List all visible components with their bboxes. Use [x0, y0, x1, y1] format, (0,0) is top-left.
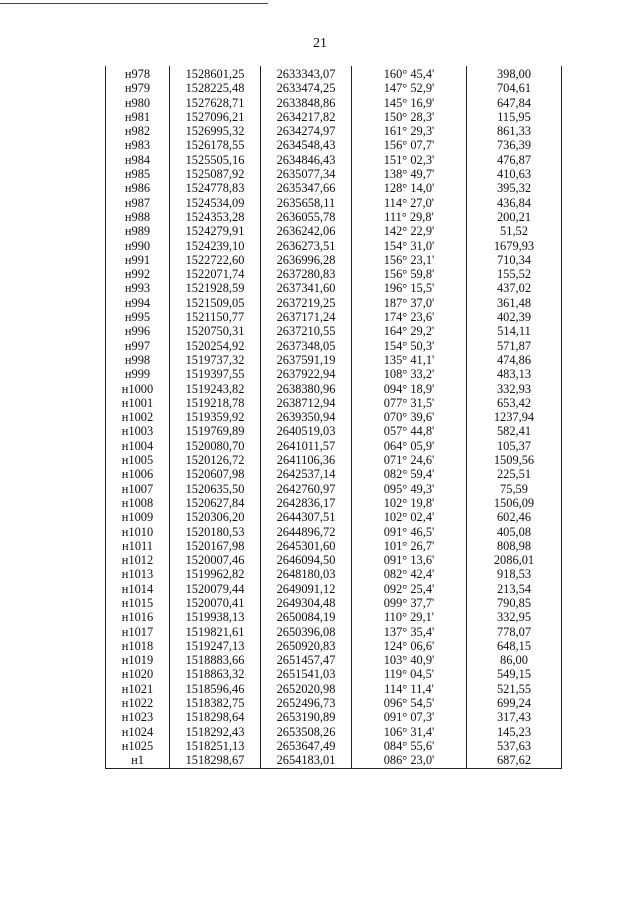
- direction-angle-cell: 114° 27,0': [352, 196, 467, 210]
- y-coordinate-cell: 2634217,82: [261, 110, 352, 124]
- table-row: [106, 281, 562, 295]
- y-coordinate-cell: 2636273,51: [261, 239, 352, 253]
- y-coordinate-cell: 2633474,25: [261, 81, 352, 95]
- table-row: [106, 753, 562, 768]
- point-name-cell: н985: [106, 167, 170, 181]
- table-row: [106, 124, 562, 138]
- point-name-cell: н1018: [106, 639, 170, 653]
- y-coordinate-cell: 2650084,19: [261, 610, 352, 624]
- point-name-cell: н1013: [106, 567, 170, 581]
- x-coordinate-cell: 1520167,98: [170, 539, 261, 553]
- y-coordinate-cell: 2637210,55: [261, 324, 352, 338]
- direction-angle-cell: 094° 18,9': [352, 382, 467, 396]
- x-coordinate-cell: 1521509,05: [170, 296, 261, 310]
- y-coordinate-cell: 2648180,03: [261, 567, 352, 581]
- x-coordinate-cell: 1526995,32: [170, 124, 261, 138]
- coordinates-table: [105, 66, 562, 769]
- x-coordinate-cell: 1518298,64: [170, 710, 261, 724]
- x-coordinate-cell: 1520080,70: [170, 439, 261, 453]
- table-row: [106, 439, 562, 453]
- point-name-cell: н1020: [106, 667, 170, 681]
- x-coordinate-cell: 1519218,78: [170, 396, 261, 410]
- direction-angle-cell: 086° 23,0': [352, 753, 467, 768]
- point-name-cell: н989: [106, 224, 170, 238]
- direction-angle-cell: 077° 31,5': [352, 396, 467, 410]
- x-coordinate-cell: 1524239,10: [170, 239, 261, 253]
- x-coordinate-cell: 1524353,28: [170, 210, 261, 224]
- y-coordinate-cell: 2653190,89: [261, 710, 352, 724]
- point-name-cell: н1001: [106, 396, 170, 410]
- direction-angle-cell: 154° 31,0': [352, 239, 467, 253]
- table-row: [106, 639, 562, 653]
- x-coordinate-cell: 1518251,13: [170, 739, 261, 753]
- point-name-cell: н988: [106, 210, 170, 224]
- table-row: [106, 453, 562, 467]
- direction-angle-cell: 135° 41,1': [352, 353, 467, 367]
- x-coordinate-cell: 1520007,46: [170, 553, 261, 567]
- direction-angle-cell: 124° 06,6': [352, 639, 467, 653]
- point-name-cell: н979: [106, 81, 170, 95]
- length-cell: 213,54: [467, 582, 562, 596]
- direction-angle-cell: 110° 29,1': [352, 610, 467, 624]
- y-coordinate-cell: 2642760,97: [261, 482, 352, 496]
- point-name-cell: н999: [106, 367, 170, 381]
- x-coordinate-cell: 1527096,21: [170, 110, 261, 124]
- x-coordinate-cell: 1521928,59: [170, 281, 261, 295]
- direction-angle-cell: 128° 14,0': [352, 181, 467, 195]
- length-cell: 861,33: [467, 124, 562, 138]
- y-coordinate-cell: 2639350,94: [261, 410, 352, 424]
- direction-angle-cell: 082° 59,4': [352, 467, 467, 481]
- length-cell: 476,87: [467, 153, 562, 167]
- y-coordinate-cell: 2634548,43: [261, 138, 352, 152]
- direction-angle-cell: 156° 23,1': [352, 253, 467, 267]
- length-cell: 648,15: [467, 639, 562, 653]
- length-cell: 1679,93: [467, 239, 562, 253]
- length-cell: 332,93: [467, 382, 562, 396]
- table-row: [106, 725, 562, 739]
- point-name-cell: н984: [106, 153, 170, 167]
- direction-angle-cell: 196° 15,5': [352, 281, 467, 295]
- point-name-cell: н1: [106, 753, 170, 768]
- table-row: [106, 653, 562, 667]
- length-cell: 537,63: [467, 739, 562, 753]
- point-name-cell: н993: [106, 281, 170, 295]
- direction-angle-cell: 164° 29,2': [352, 324, 467, 338]
- direction-angle-cell: 071° 24,6': [352, 453, 467, 467]
- point-name-cell: н991: [106, 253, 170, 267]
- x-coordinate-cell: 1522071,74: [170, 267, 261, 281]
- point-name-cell: н990: [106, 239, 170, 253]
- direction-angle-cell: 137° 35,4': [352, 625, 467, 639]
- y-coordinate-cell: 2637171,24: [261, 310, 352, 324]
- point-name-cell: н1004: [106, 439, 170, 453]
- point-name-cell: н983: [106, 138, 170, 152]
- length-cell: 2086,01: [467, 553, 562, 567]
- length-cell: 790,85: [467, 596, 562, 610]
- table-row: [106, 324, 562, 338]
- length-cell: 582,41: [467, 424, 562, 438]
- point-name-cell: н982: [106, 124, 170, 138]
- table-row: [106, 210, 562, 224]
- y-coordinate-cell: 2635077,34: [261, 167, 352, 181]
- point-name-cell: н1025: [106, 739, 170, 753]
- length-cell: 602,46: [467, 510, 562, 524]
- length-cell: 483,13: [467, 367, 562, 381]
- direction-angle-cell: 091° 07,3': [352, 710, 467, 724]
- x-coordinate-cell: 1524279,91: [170, 224, 261, 238]
- y-coordinate-cell: 2636055,78: [261, 210, 352, 224]
- direction-angle-cell: 114° 11,4': [352, 682, 467, 696]
- point-name-cell: н1022: [106, 696, 170, 710]
- table-row: [106, 424, 562, 438]
- length-cell: 699,24: [467, 696, 562, 710]
- y-coordinate-cell: 2641106,36: [261, 453, 352, 467]
- direction-angle-cell: 106° 31,4': [352, 725, 467, 739]
- length-cell: 332,95: [467, 610, 562, 624]
- point-name-cell: н981: [106, 110, 170, 124]
- point-name-cell: н1011: [106, 539, 170, 553]
- point-name-cell: н1009: [106, 510, 170, 524]
- point-name-cell: н1021: [106, 682, 170, 696]
- point-name-cell: н1012: [106, 553, 170, 567]
- point-name-cell: н1014: [106, 582, 170, 596]
- point-name-cell: н1007: [106, 482, 170, 496]
- table-row: [106, 66, 562, 81]
- table-row: [106, 682, 562, 696]
- length-cell: 115,95: [467, 110, 562, 124]
- length-cell: 687,62: [467, 753, 562, 768]
- point-name-cell: н1006: [106, 467, 170, 481]
- direction-angle-cell: 111° 29,8': [352, 210, 467, 224]
- x-coordinate-cell: 1520070,41: [170, 596, 261, 610]
- length-cell: 514,11: [467, 324, 562, 338]
- direction-angle-cell: 064° 05,9': [352, 439, 467, 453]
- y-coordinate-cell: 2637591,19: [261, 353, 352, 367]
- table-row: [106, 382, 562, 396]
- point-name-cell: н1002: [106, 410, 170, 424]
- y-coordinate-cell: 2637348,05: [261, 339, 352, 353]
- direction-angle-cell: 156° 59,8': [352, 267, 467, 281]
- point-name-cell: н1017: [106, 625, 170, 639]
- point-name-cell: н1005: [106, 453, 170, 467]
- y-coordinate-cell: 2649091,12: [261, 582, 352, 596]
- y-coordinate-cell: 2653647,49: [261, 739, 352, 753]
- x-coordinate-cell: 1520306,20: [170, 510, 261, 524]
- x-coordinate-cell: 1519737,32: [170, 353, 261, 367]
- y-coordinate-cell: 2635347,66: [261, 181, 352, 195]
- x-coordinate-cell: 1520254,92: [170, 339, 261, 353]
- table-row: [106, 167, 562, 181]
- point-name-cell: н1016: [106, 610, 170, 624]
- direction-angle-cell: 095° 49,3': [352, 482, 467, 496]
- direction-angle-cell: 119° 04,5': [352, 667, 467, 681]
- table-row: [106, 267, 562, 281]
- table-row: [106, 567, 562, 581]
- table-row: [106, 96, 562, 110]
- x-coordinate-cell: 1524534,09: [170, 196, 261, 210]
- length-cell: 437,02: [467, 281, 562, 295]
- length-cell: 1237,94: [467, 410, 562, 424]
- y-coordinate-cell: 2634846,43: [261, 153, 352, 167]
- length-cell: 86,00: [467, 653, 562, 667]
- point-name-cell: н1023: [106, 710, 170, 724]
- x-coordinate-cell: 1520180,53: [170, 525, 261, 539]
- point-name-cell: н978: [106, 66, 170, 81]
- length-cell: 402,39: [467, 310, 562, 324]
- length-cell: 736,39: [467, 138, 562, 152]
- y-coordinate-cell: 2638712,94: [261, 396, 352, 410]
- length-cell: 474,86: [467, 353, 562, 367]
- length-cell: 405,08: [467, 525, 562, 539]
- top-rule: [0, 3, 268, 4]
- table-row: [106, 396, 562, 410]
- x-coordinate-cell: 1522722,60: [170, 253, 261, 267]
- x-coordinate-cell: 1528601,25: [170, 66, 261, 81]
- point-name-cell: н994: [106, 296, 170, 310]
- x-coordinate-cell: 1518298,67: [170, 753, 261, 768]
- length-cell: 647,84: [467, 96, 562, 110]
- x-coordinate-cell: 1519938,13: [170, 610, 261, 624]
- table-row: [106, 138, 562, 152]
- y-coordinate-cell: 2640519,03: [261, 424, 352, 438]
- direction-angle-cell: 161° 29,3': [352, 124, 467, 138]
- table-row: [106, 539, 562, 553]
- direction-angle-cell: 145° 16,9': [352, 96, 467, 110]
- y-coordinate-cell: 2654183,01: [261, 753, 352, 768]
- point-name-cell: н980: [106, 96, 170, 110]
- x-coordinate-cell: 1520635,50: [170, 482, 261, 496]
- length-cell: 317,43: [467, 710, 562, 724]
- direction-angle-cell: 151° 02,3': [352, 153, 467, 167]
- x-coordinate-cell: 1520126,72: [170, 453, 261, 467]
- direction-angle-cell: 138° 49,7': [352, 167, 467, 181]
- direction-angle-cell: 108° 33,2': [352, 367, 467, 381]
- table-row: [106, 367, 562, 381]
- y-coordinate-cell: 2644307,51: [261, 510, 352, 524]
- table-row: [106, 625, 562, 639]
- direction-angle-cell: 154° 50,3': [352, 339, 467, 353]
- length-cell: 653,42: [467, 396, 562, 410]
- table-row: [106, 224, 562, 238]
- y-coordinate-cell: 2634274,97: [261, 124, 352, 138]
- direction-angle-cell: 091° 13,6': [352, 553, 467, 567]
- length-cell: 808,98: [467, 539, 562, 553]
- length-cell: 778,07: [467, 625, 562, 639]
- x-coordinate-cell: 1518596,46: [170, 682, 261, 696]
- point-name-cell: н987: [106, 196, 170, 210]
- y-coordinate-cell: 2650920,83: [261, 639, 352, 653]
- length-cell: 75,59: [467, 482, 562, 496]
- direction-angle-cell: 187° 37,0': [352, 296, 467, 310]
- length-cell: 1506,09: [467, 496, 562, 510]
- length-cell: 51,52: [467, 224, 562, 238]
- point-name-cell: н996: [106, 324, 170, 338]
- table-row: [106, 339, 562, 353]
- table-row: [106, 710, 562, 724]
- length-cell: 549,15: [467, 667, 562, 681]
- page-number: 21: [313, 36, 327, 51]
- length-cell: 1509,56: [467, 453, 562, 467]
- table-row: [106, 296, 562, 310]
- direction-angle-cell: 160° 45,4': [352, 66, 467, 81]
- table-row: [106, 110, 562, 124]
- length-cell: 225,51: [467, 467, 562, 481]
- y-coordinate-cell: 2644896,72: [261, 525, 352, 539]
- direction-angle-cell: 082° 42,4': [352, 567, 467, 581]
- point-name-cell: н1010: [106, 525, 170, 539]
- direction-angle-cell: 102° 02,4': [352, 510, 467, 524]
- table-row: [106, 467, 562, 481]
- x-coordinate-cell: 1525087,92: [170, 167, 261, 181]
- x-coordinate-cell: 1525505,16: [170, 153, 261, 167]
- direction-angle-cell: 092° 25,4': [352, 582, 467, 596]
- y-coordinate-cell: 2653508,26: [261, 725, 352, 739]
- y-coordinate-cell: 2650396,08: [261, 625, 352, 639]
- table-row: [106, 739, 562, 753]
- x-coordinate-cell: 1519962,82: [170, 567, 261, 581]
- y-coordinate-cell: 2649304,48: [261, 596, 352, 610]
- x-coordinate-cell: 1518883,66: [170, 653, 261, 667]
- x-coordinate-cell: 1519247,13: [170, 639, 261, 653]
- y-coordinate-cell: 2633343,07: [261, 66, 352, 81]
- y-coordinate-cell: 2642537,14: [261, 467, 352, 481]
- table-row: [106, 525, 562, 539]
- length-cell: 521,55: [467, 682, 562, 696]
- point-name-cell: н1008: [106, 496, 170, 510]
- y-coordinate-cell: 2641011,57: [261, 439, 352, 453]
- length-cell: 571,87: [467, 339, 562, 353]
- length-cell: 704,61: [467, 81, 562, 95]
- table-row: [106, 153, 562, 167]
- point-name-cell: н1019: [106, 653, 170, 667]
- x-coordinate-cell: 1526178,55: [170, 138, 261, 152]
- point-name-cell: н1003: [106, 424, 170, 438]
- length-cell: 105,37: [467, 439, 562, 453]
- table-row: [106, 239, 562, 253]
- x-coordinate-cell: 1520750,31: [170, 324, 261, 338]
- direction-angle-cell: 070° 39,6': [352, 410, 467, 424]
- table-row: [106, 181, 562, 195]
- table-row: [106, 482, 562, 496]
- length-cell: 200,21: [467, 210, 562, 224]
- x-coordinate-cell: 1519243,82: [170, 382, 261, 396]
- point-name-cell: н1000: [106, 382, 170, 396]
- y-coordinate-cell: 2636242,06: [261, 224, 352, 238]
- table-row: [106, 353, 562, 367]
- x-coordinate-cell: 1519769,89: [170, 424, 261, 438]
- point-name-cell: н997: [106, 339, 170, 353]
- table-row: [106, 696, 562, 710]
- direction-angle-cell: 091° 46,5': [352, 525, 467, 539]
- table-row: [106, 582, 562, 596]
- y-coordinate-cell: 2636996,28: [261, 253, 352, 267]
- x-coordinate-cell: 1527628,71: [170, 96, 261, 110]
- length-cell: 436,84: [467, 196, 562, 210]
- coordinates-table-body: [106, 66, 562, 768]
- length-cell: 361,48: [467, 296, 562, 310]
- table-row: [106, 510, 562, 524]
- table-row: [106, 196, 562, 210]
- table-row: [106, 596, 562, 610]
- table-row: [106, 667, 562, 681]
- x-coordinate-cell: 1519359,92: [170, 410, 261, 424]
- length-cell: 145,23: [467, 725, 562, 739]
- length-cell: 395,32: [467, 181, 562, 195]
- y-coordinate-cell: 2637341,60: [261, 281, 352, 295]
- length-cell: 918,53: [467, 567, 562, 581]
- y-coordinate-cell: 2642836,17: [261, 496, 352, 510]
- length-cell: 710,34: [467, 253, 562, 267]
- x-coordinate-cell: 1518863,32: [170, 667, 261, 681]
- table-row: [106, 496, 562, 510]
- point-name-cell: н992: [106, 267, 170, 281]
- direction-angle-cell: 099° 37,7': [352, 596, 467, 610]
- y-coordinate-cell: 2645301,60: [261, 539, 352, 553]
- direction-angle-cell: 103° 40,9': [352, 653, 467, 667]
- direction-angle-cell: 156° 07,7': [352, 138, 467, 152]
- x-coordinate-cell: 1519821,61: [170, 625, 261, 639]
- point-name-cell: н986: [106, 181, 170, 195]
- direction-angle-cell: 150° 28,3': [352, 110, 467, 124]
- table-row: [106, 253, 562, 267]
- y-coordinate-cell: 2646094,50: [261, 553, 352, 567]
- x-coordinate-cell: 1520079,44: [170, 582, 261, 596]
- table-row: [106, 610, 562, 624]
- x-coordinate-cell: 1520627,84: [170, 496, 261, 510]
- table-row: [106, 553, 562, 567]
- y-coordinate-cell: 2633848,86: [261, 96, 352, 110]
- y-coordinate-cell: 2652020,98: [261, 682, 352, 696]
- x-coordinate-cell: 1521150,77: [170, 310, 261, 324]
- direction-angle-cell: 057° 44,8': [352, 424, 467, 438]
- x-coordinate-cell: 1524778,83: [170, 181, 261, 195]
- y-coordinate-cell: 2635658,11: [261, 196, 352, 210]
- table-row: [106, 310, 562, 324]
- x-coordinate-cell: 1518292,43: [170, 725, 261, 739]
- table-row: [106, 81, 562, 95]
- x-coordinate-cell: 1520607,98: [170, 467, 261, 481]
- direction-angle-cell: 174° 23,6': [352, 310, 467, 324]
- direction-angle-cell: 102° 19,8': [352, 496, 467, 510]
- length-cell: 398,00: [467, 66, 562, 81]
- direction-angle-cell: 101° 26,7': [352, 539, 467, 553]
- length-cell: 410,63: [467, 167, 562, 181]
- y-coordinate-cell: 2638380,96: [261, 382, 352, 396]
- x-coordinate-cell: 1519397,55: [170, 367, 261, 381]
- y-coordinate-cell: 2637280,83: [261, 267, 352, 281]
- y-coordinate-cell: 2652496,73: [261, 696, 352, 710]
- y-coordinate-cell: 2637219,25: [261, 296, 352, 310]
- length-cell: 155,52: [467, 267, 562, 281]
- table-row: [106, 410, 562, 424]
- direction-angle-cell: 147° 52,9': [352, 81, 467, 95]
- direction-angle-cell: 084° 55,6': [352, 739, 467, 753]
- direction-angle-cell: 096° 54,5': [352, 696, 467, 710]
- y-coordinate-cell: 2651457,47: [261, 653, 352, 667]
- direction-angle-cell: 142° 22,9': [352, 224, 467, 238]
- point-name-cell: н1024: [106, 725, 170, 739]
- x-coordinate-cell: 1528225,48: [170, 81, 261, 95]
- point-name-cell: н1015: [106, 596, 170, 610]
- point-name-cell: н998: [106, 353, 170, 367]
- y-coordinate-cell: 2637922,94: [261, 367, 352, 381]
- x-coordinate-cell: 1518382,75: [170, 696, 261, 710]
- y-coordinate-cell: 2651541,03: [261, 667, 352, 681]
- point-name-cell: н995: [106, 310, 170, 324]
